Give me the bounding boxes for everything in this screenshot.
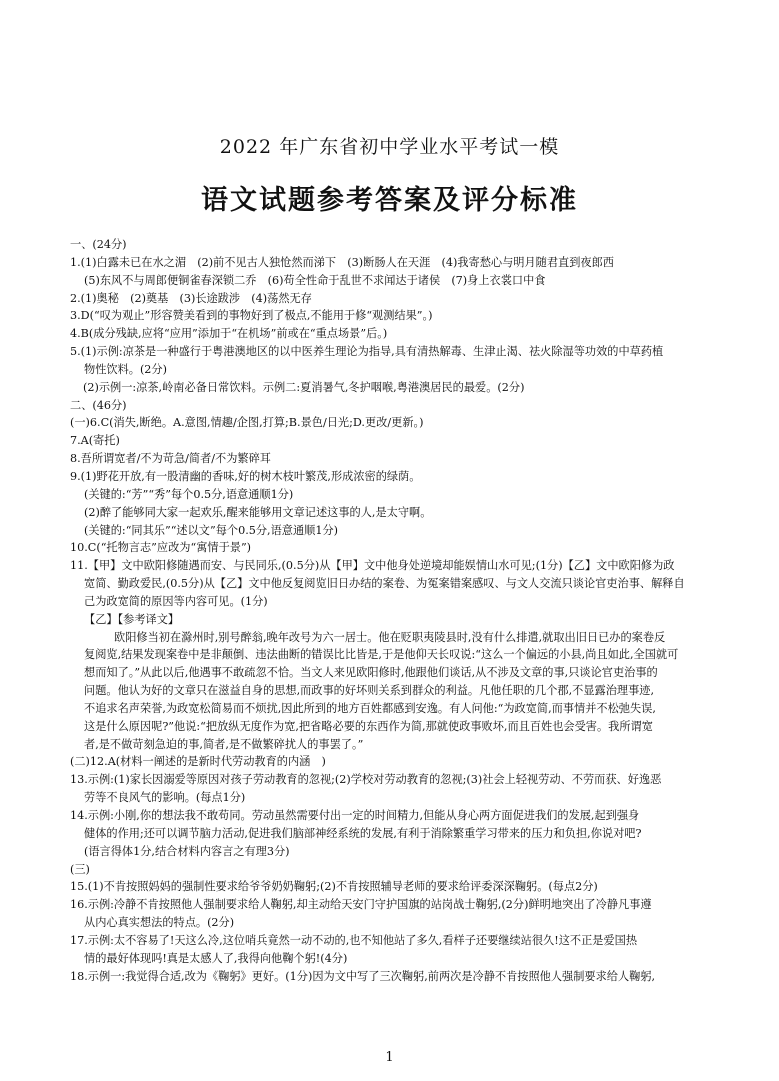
page-number: 1 [385, 1050, 394, 1065]
answer-line: 3.D(“叹为观止”形容赞美看到的事物好到了极点,不能用于修“观测结果”。) [70, 309, 433, 323]
answer-line: 15.(1)不肯按照妈妈的强制性要求给爷爷奶奶鞠躬;(2)不肯按照辅导老师的要求给评委深深鞠躬。(每点2分) [70, 880, 598, 894]
answer-line: (5)东风不与周郎便铜雀春深锁二乔 (6)苟全性命于乱世不求闻达于诸侯 (7)身上衣裳口中食 [84, 273, 546, 287]
answer-line: (2)醉了能够同大家一起欢乐,醒来能够用文章记述这事的人,是太守啊。 [84, 505, 432, 519]
answer-line: 14.示例:小刚,你的想法我不敢苟同。劳动虽然需要付出一定的时间精力,但能从身心两方面促进我们的发展,起到强身 [70, 809, 640, 822]
answer-line: 情的最好体现吗!真是太感人了,我得向他鞠个躬!(4分) [84, 951, 348, 965]
answer-line: 2.(1)奥秘 (2)奠基 (3)长途跋涉 (4)荡然无存 [70, 291, 312, 305]
answer-line: 这是什么原因呢?”他说:“把放纵无度作为宽,把省略必要的东西作为简,那就使政事败坏,而且百姓也会受害。我所谓宽 [84, 719, 653, 733]
answer-line: 1.(1)白露未已在水之湄 (2)前不见古人独怆然而涕下 (3)断肠人在天涯 (4)我寄愁心与明月随君直到夜郎西 [70, 255, 614, 269]
answer-line: (一)6.C(消失,断绝。A.意图,情趣/企图,打算;B.景色/日光;D.更改/更新。) [70, 416, 424, 430]
answer-line: (2)示例一:凉茶,岭南必备日常饮料。示例二:夏消暑气,冬护咽喉,粤港澳居民的最爱。(2分) [83, 380, 525, 394]
answer-line: 9.(1)野花开放,有一股清幽的香味,好的树木枝叶繁茂,形成浓密的绿荫。 [70, 469, 421, 483]
answer-line: 己为政宽简的原因等内容可见。(1分) [84, 594, 268, 608]
answer-line: 宽简、勤政爱民,(0.5分)从【乙】文中他反复阅览旧日办结的案卷、为冤案错案感叹、与文人交流只谈论官吏治事、解释自 [84, 577, 685, 591]
answer-line: 问题。他认为好的文章只在滋益自身的思想,而政事的好坏则关系到群众的利益。凡他任职的几个郡,不显露治理事迹, [84, 684, 655, 698]
answer-line: (关键的:“芳”“秀”每个0.5分,语意通顺1分) [84, 487, 294, 501]
answer-line: 5.(1)示例:凉茶是一种盛行于粤港澳地区的以中医养生理论为指导,具有清热解毒、生津止渴、祛火除湿等功效的中草药植 [70, 345, 664, 359]
document-title: 2022 年广东省初中学业水平考试一模 [219, 136, 560, 158]
answer-line: 不追求名声荣誉,为政宽松简易而不烦扰,因此所到的地方百姓都感到安逸。有人问他:“为政宽简,而事情并不松弛失误, [84, 701, 656, 715]
answer-line: 16.示例:冷静不肯按照他人强制要求给人鞠躬,却主动给天安门守护国旗的站岗战士鞠躬,(2分)鲜明地突出了冷静凡事遵 [70, 898, 652, 912]
answer-line: 【乙】【参考译文】 [84, 612, 180, 626]
answer-line: 一、(24分) [70, 238, 127, 251]
answer-line: 者,是不做苛刻急迫的事,简者,是不做繁碎扰人的事罢了。” [84, 737, 364, 751]
answer-line: 复阅览,结果发现案卷中是非颠倒、违法曲断的错误比比皆是,于是他仰天长叹说:“这么一个偏远的小县,尚且如此,全国就可 [84, 648, 679, 662]
answer-line: 劳等不良风气的影响。(每点1分) [84, 791, 246, 805]
answer-line: (二)12.A(材料一阐述的是新时代劳动教育的内涵 ) [70, 755, 326, 769]
answer-line: 18.示例一:我觉得合适,改为《鞠躬》更好。(1分)因为文中写了三次鞠躬,前两次是冷静不肯按照他人强制要求给人鞠躬, [70, 969, 656, 983]
answer-line: 健体的作用;还可以调节脑力活动,促进我们脑部神经系统的发展,有利于消除繁重学习带来的压力和负担,你说对吧? [84, 826, 642, 840]
answer-line: 想而知了。”从此以后,他遇事不敢疏忽不恰。当文人来见欧阳修时,他跟他们谈话,从不涉及文章的事,只谈论官吏治事的 [84, 666, 658, 680]
document-subtitle: 语文试题参考答案及评分标准 [201, 185, 578, 216]
answer-line: 11.【甲】文中欧阳修随遇而安、与民同乐,(0.5分)从【甲】文中他身处逆境却能娱情山水可见;(1分)【乙】文中欧阳修为政 [70, 559, 675, 573]
answer-line: 7.A(寄托) [70, 434, 120, 448]
answer-line: (语言得体1分,结合材料内容言之有理3分) [84, 844, 290, 858]
answer-line: (关键的:“同其乐”“述以文”每个0.5分,语意通顺1分) [84, 523, 339, 537]
answer-line: 二、(46分) [70, 398, 127, 412]
answer-line: (三) [70, 862, 90, 876]
answer-body [70, 236, 720, 985]
answer-line: 物性饮料。(2分) [84, 362, 167, 376]
answer-line: 17.示例:太不容易了!天这么冷,这位哨兵竟然一动不动的,也不知他站了多久,看样子还要继续站很久!这不正是爱国热 [70, 933, 638, 947]
answer-line: 4.B(成分残缺,应将“应用”添加于“在机场”前或在“重点场景”后。) [70, 327, 388, 341]
answer-line: 13.示例:(1)家长因溺爱等原因对孩子劳动教育的忽视;(2)学校对劳动教育的忽视;(3)社会上轻视劳动、不劳而获、好逸恶 [70, 773, 662, 787]
answer-line: 从内心真实想法的特点。(2分) [84, 916, 235, 930]
answer-line: 10.C(“托物言志”应改为“寓情于景”) [70, 541, 252, 555]
answer-line: 欧阳修当初在滁州时,别号醉翁,晚年改号为六一居士。他在贬职夷陵县时,没有什么排遣,就取出旧日已办的案卷反 [114, 630, 666, 644]
answer-line: 8.吾所谓宽者/不为苛急/简者/不为繁碎耳 [70, 452, 271, 466]
